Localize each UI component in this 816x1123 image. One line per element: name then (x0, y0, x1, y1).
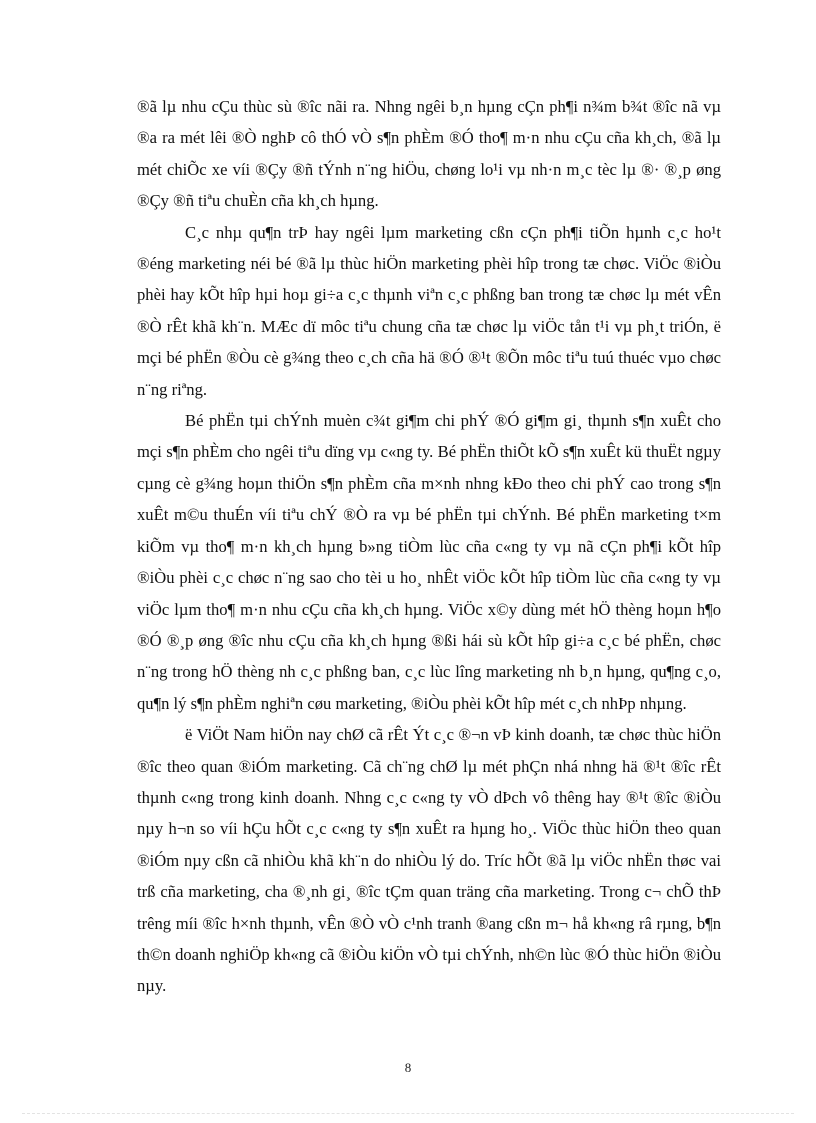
paragraph-1: ®ã lµ nhu cÇu thùc sù ®îc nãi ra. Nhng ngêi b¸n hµng cÇn ph¶i n¾m b¾t ®îc nã vµ ®a ra mét lêi ®Ò nghÞ cô thÓ vÒ s¶n phÈm ®Ó tho¶ m·n nhu cÇu cña kh¸ch, ®ã lµ mét chiÕc xe víi ®Çy ®ñ tÝnh n¨ng hiÖu, chøng lo¹i vµ nh·n m¸c tèc lµ ®· ®¸p øng ®Çy ®ñ tiªu chuÈn cña kh¸ch hµng. (137, 97, 721, 211)
paragraph-3: Bé phËn tµi chÝnh muèn c¾t gi¶m chi phÝ ®Ó gi¶m gi¸ thµnh s¶n xuÊt cho mçi s¶n phÈm cho ngêi tiªu dïng vµ c«ng ty. Bé phËn thiÕt kÕ s¶n xuÊt kü thuËt ngµy cµng cè g¾ng hoµn thiÖn s¶n phÈm cña m×nh nhng kÐo theo chi phÝ cao trong s¶n xuÊt m©u thuÉn víi tiªu chÝ ®Ò ra vµ bé phËn tµi chÝnh. Bé phËn marketing t×m kiÕm vµ tho¶ m·n kh¸ch hµng b»ng tiÒm lùc cña c«ng ty vµ nã cÇn ph¶i kÕt hîp ®iÒu phèi c¸c chøc n¨ng sao cho tèi u ho¸ nhÊt viÖc kÕt hîp tiÒm lùc cña c«ng ty vµ viÖc lµm tho¶ m·n nhu cÇu cña kh¸ch hµng. ViÖc x©y dùng mét hÖ thèng hoµn h¶o ®Ó ®¸p øng ®îc nhu cÇu cña kh¸ch hµng ®ßi hái sù kÕt hîp gi÷a c¸c bé phËn, chøc n¨ng trong hÖ thèng nh c¸c phßng ban, c¸c lùc lîng marketing nh b¸n hµng, qu¶ng c¸o, qu¶n lý s¶n phÈm nghiªn cøu marketing, ®iÒu phèi kÕt hîp mét c¸ch nhÞp nhµng. (137, 411, 721, 713)
page-number: 8 (404, 1060, 412, 1075)
body-text (137, 91, 721, 1002)
paragraph-2: C¸c nhµ qu¶n trÞ hay ngêi lµm marketing cßn cÇn ph¶i tiÕn hµnh c¸c ho¹t ®éng marketing néi bé ®ã lµ thùc hiÖn marketing phèi hîp trong tæ chøc. ViÖc ®iÒu phèi hay kÕt hîp hµi hoµ gi÷a c¸c thµnh viªn c¸c phßng ban trong tæ chøc lµ mét vÊn ®Ò rÊt khã kh¨n. MÆc dï môc tiªu chung cña tæ chøc lµ viÖc tån t¹i vµ ph¸t triÓn, ë mçi bé phËn ®Òu cè g¾ng theo c¸ch cña hä ®Ó ®¹t ®Õn môc tiªu tuú thuéc vµo chøc n¨ng riªng. (137, 222, 721, 399)
paragraph-4: ë ViÖt Nam hiÖn nay chØ cã rÊt Ýt c¸c ®¬n vÞ kinh doanh, tæ chøc thùc hiÖn ®îc theo quan ®iÓm marketing. Cã ch¨ng chØ lµ mét phÇn nhá nhng hä ®¹t ®îc rÊt thµnh c«ng trong kinh doanh. Nhng c¸c c«ng ty vÒ dÞch vô thêng hay ®¹t ®îc ®iÒu nµy h¬n so víi hÇu hÕt c¸c c«ng ty s¶n xuÊt ra hµng ho¸. ViÖc thùc hiÖn theo quan ®iÓm nµy cßn cã nhiÒu khã kh¨n do nhiÒu lý do. Tríc hÕt ®ã lµ viÖc nhËn thøc vai trß cña marketing, cha ®¸nh gi¸ ®îc tÇm quan träng cña marketing. Trong c¬ chÕ thÞ trêng míi ®îc h×nh thµnh, vÊn ®Ò vÒ c¹nh tranh ®ang cßn m¬ hå kh«ng râ rµng, b¶n th©n doanh nghiÖp kh«ng cã ®iÒu kiÖn vÒ tµi chÝnh, nh©n lùc ®Ó thùc hiÖn ®iÒu nµy. (137, 725, 721, 996)
page-bottom-divider (22, 1113, 794, 1114)
